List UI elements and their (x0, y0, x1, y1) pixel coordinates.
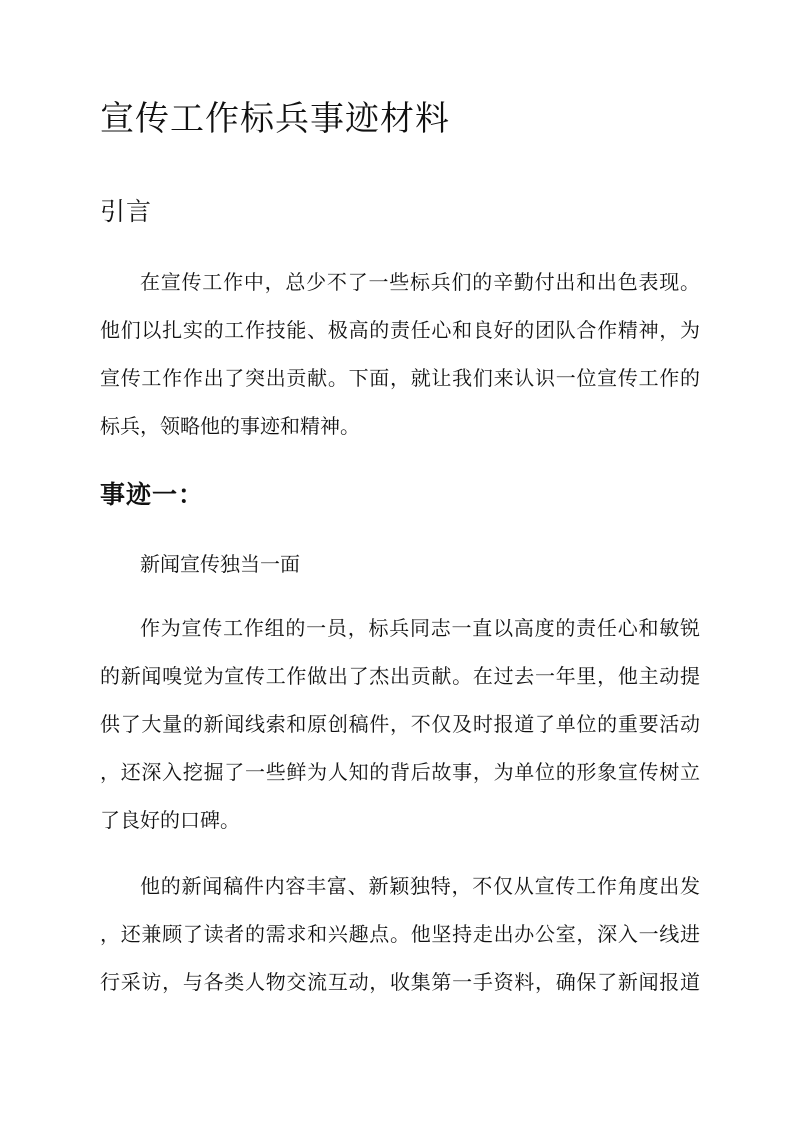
deed-one-paragraph-2 (100, 862, 700, 1006)
subtitle-line: 新闻宣传独当一面 (140, 552, 300, 576)
deed-one-subtitle (100, 540, 700, 588)
paragraph-line: 标兵，领略他的事迹和精神。 (100, 414, 360, 438)
paragraph-line: ，还深入挖掘了一些鲜为人知的背后故事，为单位的形象宣传树立 (100, 760, 700, 784)
deed-one-heading: 事迹一： (100, 480, 205, 509)
paragraph-line: 他们以扎实的工作技能、极高的责任心和良好的团队合作精神，为 (100, 318, 700, 342)
document-title: 宣传工作标兵事迹材料 (100, 99, 450, 139)
deed-one-paragraph-1 (100, 604, 700, 844)
paragraph-line: 供了大量的新闻线索和原创稿件，不仅及时报道了单位的重要活动 (100, 712, 700, 736)
intro-paragraph (100, 258, 700, 450)
intro-heading: 引言 (100, 197, 153, 226)
paragraph-line: 作为宣传工作组的一员，标兵同志一直以高度的责任心和敏锐 (140, 616, 700, 640)
paragraph-line: 了良好的口碑。 (100, 808, 240, 832)
paragraph-line: 他的新闻稿件内容丰富、新颖独特，不仅从宣传工作角度出发 (140, 874, 700, 898)
paragraph-line: 在宣传工作中，总少不了一些标兵们的辛勤付出和出色表现。 (140, 270, 700, 294)
paragraph-line: 的新闻嗅觉为宣传工作做出了杰出贡献。在过去一年里，他主动提 (100, 664, 700, 688)
paragraph-line: ，还兼顾了读者的需求和兴趣点。他坚持走出办公室，深入一线进 (100, 922, 700, 946)
paragraph-line: 宣传工作作出了突出贡献。下面，就让我们来认识一位宣传工作的 (100, 366, 700, 390)
paragraph-line: 行采访，与各类人物交流互动，收集第一手资料，确保了新闻报道 (100, 970, 700, 994)
